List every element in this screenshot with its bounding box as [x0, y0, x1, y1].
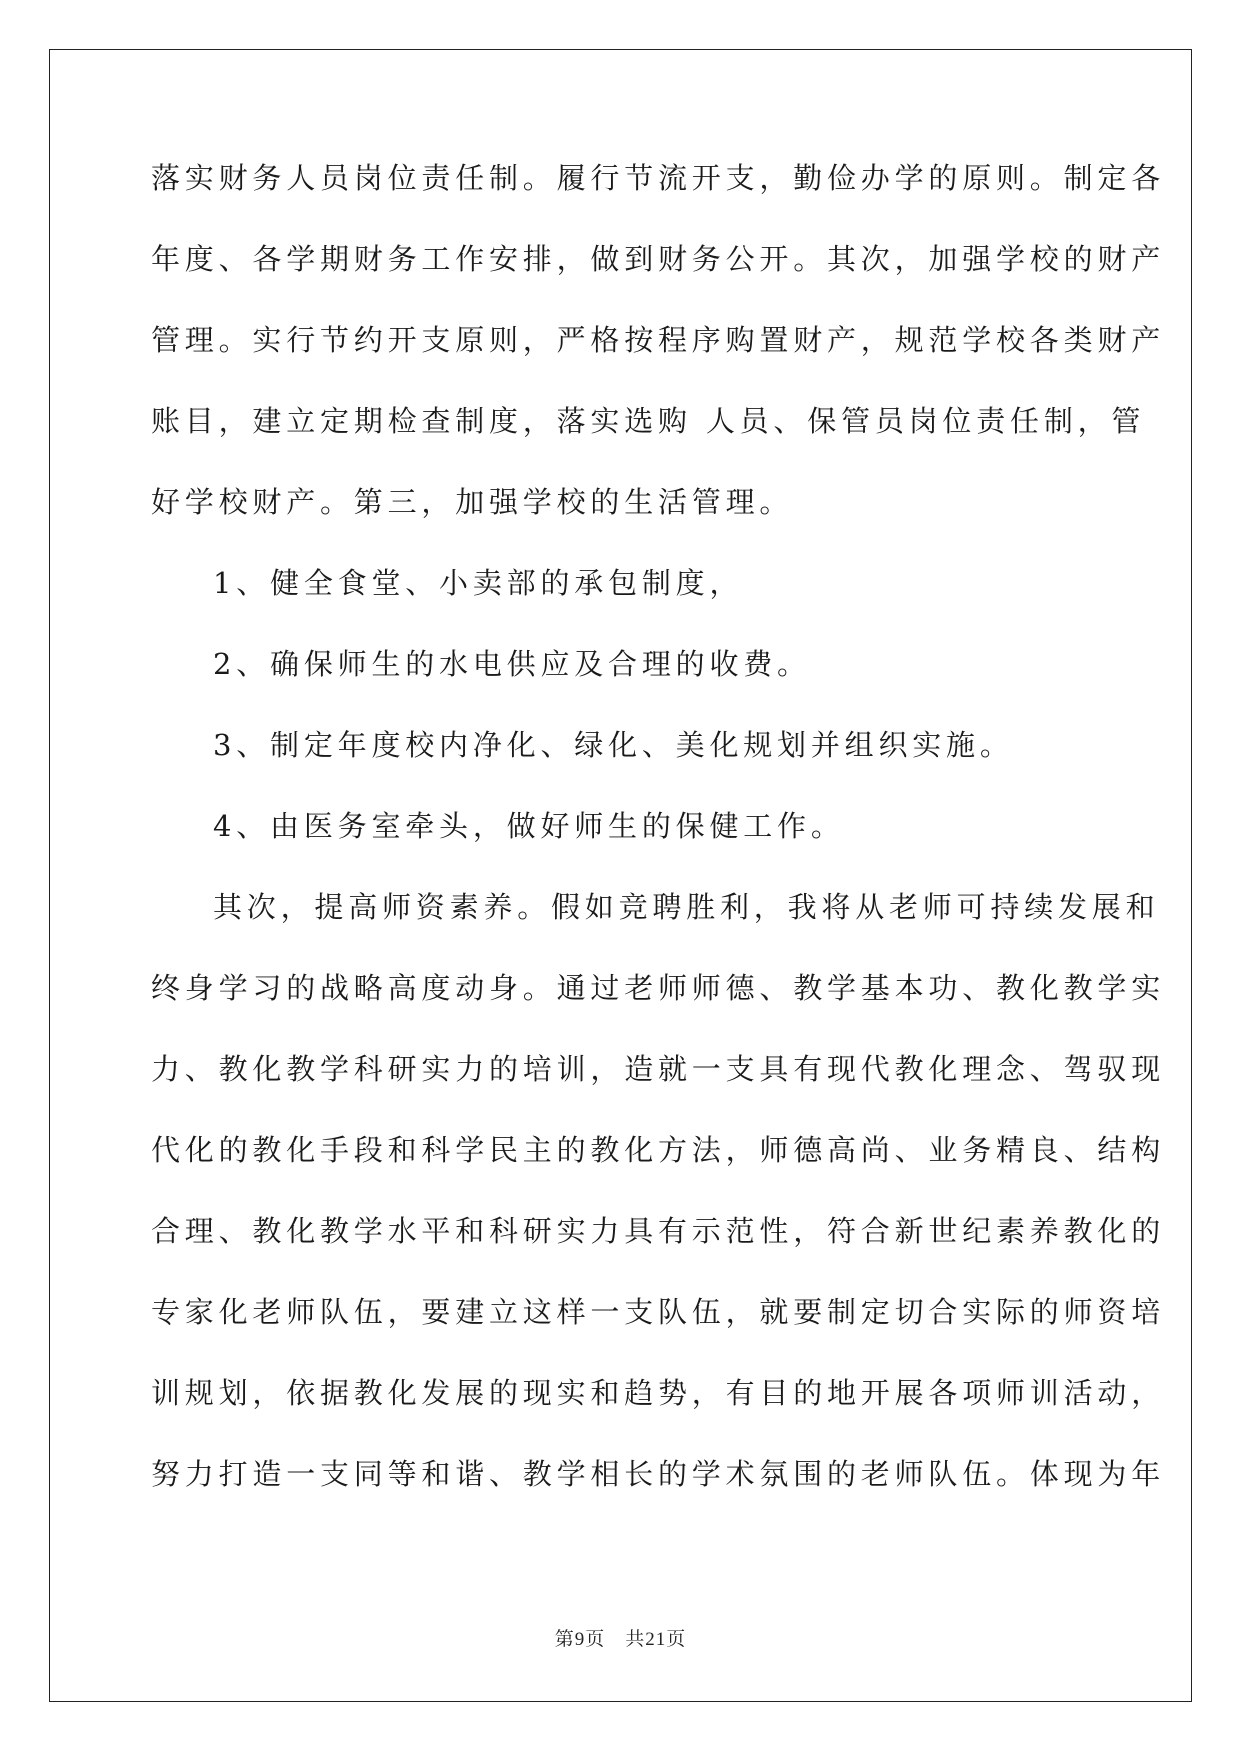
paragraph-line: 专家化老师队伍，要建立这样一支队伍，就要制定切合实际的师资培	[151, 1295, 1166, 1329]
paragraph-line: 好学校财产。第三，加强学校的生活管理。	[151, 485, 794, 519]
page-number: 第9页	[554, 1629, 606, 1650]
paragraph-line: 落实财务人员岗位责任制。履行节流开支，勤俭办学的原则。制定各	[151, 161, 1166, 195]
paragraph-line: 训规划，依据教化发展的现实和趋势，有目的地开展各项师训活动，	[151, 1376, 1166, 1410]
document-body	[151, 158, 1166, 1535]
list-item: 2、确保师生的水电供应及合理的收费。	[213, 647, 811, 681]
paragraph-line: 管理。实行节约开支原则，严格按程序购置财产，规范学校各类财产	[151, 323, 1166, 357]
paragraph-line: 账目，建立定期检查制度，落实选购 人员、保管员岗位责任制，管	[151, 404, 1146, 438]
paragraph-line: 合理、教化教学水平和科研实力具有示范性，符合新世纪素养教化的	[151, 1214, 1166, 1248]
list-item: 1、健全食堂、小卖部的承包制度，	[213, 566, 744, 600]
paragraph-line: 力、教化教学科研实力的培训，造就一支具有现代教化理念、驾驭现	[151, 1052, 1166, 1086]
paragraph-line: 代化的教化手段和科学民主的教化方法，师德高尚、业务精良、结构	[151, 1133, 1166, 1167]
list-item: 3、制定年度校内净化、绿化、美化规划并组织实施。	[213, 728, 1014, 762]
paragraph-line: 年度、各学期财务工作安排，做到财务公开。其次，加强学校的财产	[151, 242, 1166, 276]
page-footer	[0, 1624, 1241, 1651]
paragraph-line: 努力打造一支同等和谐、教学相长的学术氛围的老师队伍。体现为年	[151, 1457, 1166, 1491]
paragraph-line: 终身学习的战略高度动身。通过老师师德、教学基本功、教化教学实	[151, 971, 1166, 1005]
paragraph-line: 其次，提高师资素养。假如竞聘胜利，我将从老师可持续发展和	[213, 890, 1160, 924]
list-item: 4、由医务室牵头，做好师生的保健工作。	[213, 809, 845, 843]
page-total: 共21页	[625, 1629, 687, 1650]
